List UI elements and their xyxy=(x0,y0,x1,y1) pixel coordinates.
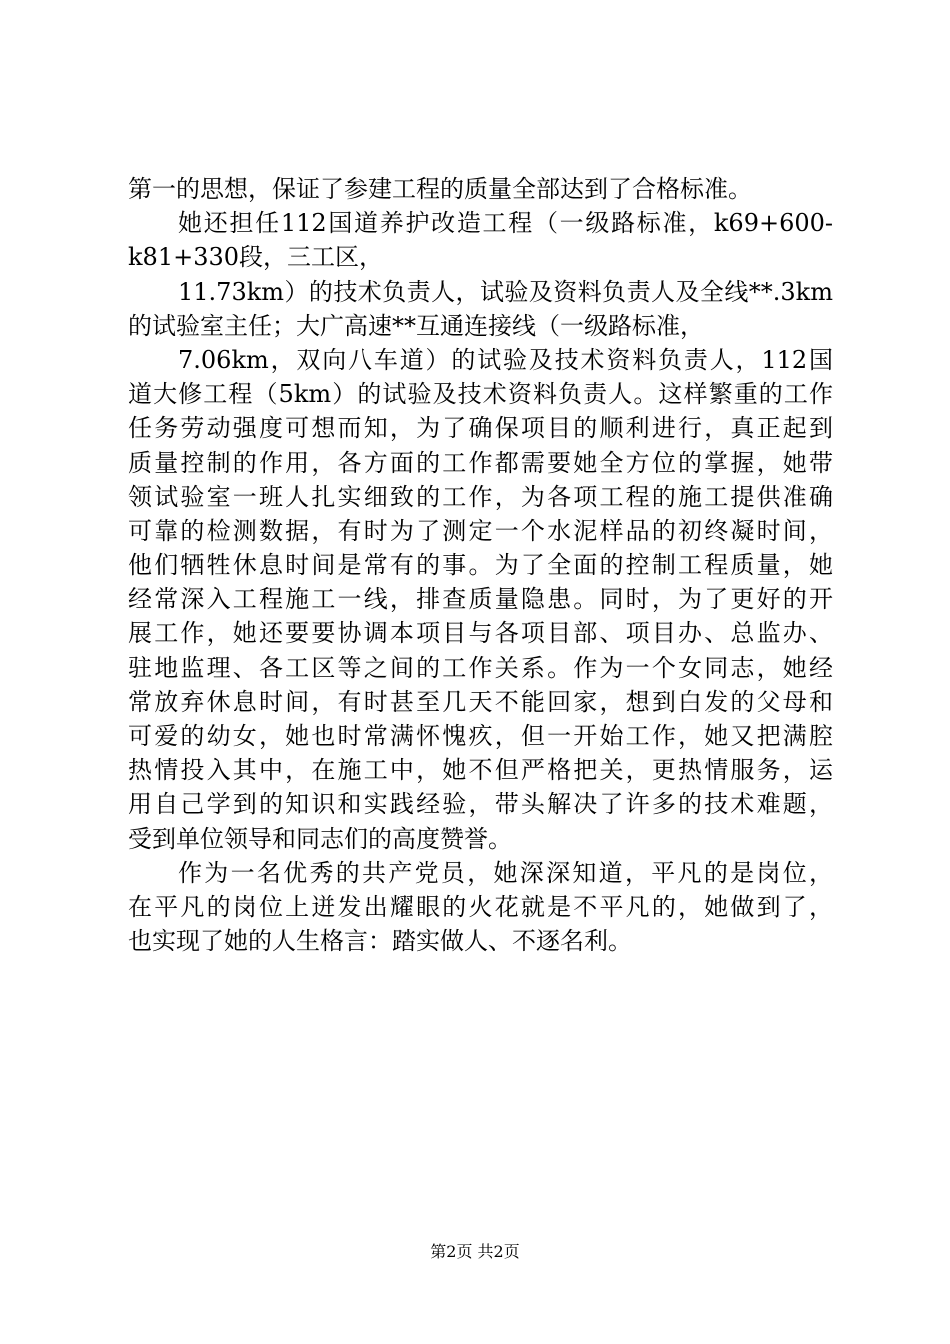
text-line: 11.73km）的技术负责人，试验及资料负责人及全线**.3km xyxy=(178,277,833,306)
text-line: 驻地监理、各工区等之间的工作关系。作为一个女同志，她经 xyxy=(128,653,833,682)
text-line: 他们牺牲休息时间是常有的事。为了全面的控制工程质量，她 xyxy=(128,551,833,580)
text-line: 热情投入其中，在施工中，她不但严格把关，更热情服务，运 xyxy=(128,756,833,785)
page-footer xyxy=(0,1242,950,1262)
text-line: k81+330段，三工区， xyxy=(128,243,383,272)
text-line: 用自己学到的知识和实践经验，带头解决了许多的技术难题， xyxy=(128,790,833,819)
text-line: 常放弃休息时间，有时甚至几天不能回家，想到白发的父母和 xyxy=(128,687,833,716)
text-line: 质量控制的作用，各方面的工作都需要她全方位的掌握，她带 xyxy=(128,448,833,477)
text-line: 作为一名优秀的共产党员，她深深知道，平凡的是岗位， xyxy=(178,858,833,887)
text-line: 也实现了她的人生格言：踏实做人、不逐名利。 xyxy=(128,927,632,956)
text-line: 第一的思想，保证了参建工程的质量全部达到了合格标准。 xyxy=(128,175,752,203)
document-body xyxy=(128,172,833,958)
text-line: 可爱的幼女，她也时常满怀愧疚，但一开始工作，她又把满腔 xyxy=(128,722,833,750)
page-indicator: 第2页 共2页 xyxy=(430,1242,520,1261)
text-line: 可靠的检测数据，有时为了测定一个水泥样品的初终凝时间， xyxy=(128,516,833,545)
text-line: 展工作，她还要要协调本项目与各项目部、项目办、总监办、 xyxy=(128,619,833,648)
text-line: 任务劳动强度可想而知，为了确保项目的顺利进行，真正起到 xyxy=(128,414,833,443)
text-line: 受到单位领导和同志们的高度赞誉。 xyxy=(128,824,512,853)
text-line: 经常深入工程施工一线，排查质量隐患。同时，为了更好的开 xyxy=(128,585,833,614)
text-line: 道大修工程（5km）的试验及技术资料负责人。这样繁重的工作 xyxy=(128,380,833,409)
text-line: 7.06km，双向八车道）的试验及技术资料负责人，112国 xyxy=(178,345,833,374)
text-line: 领试验室一班人扎实细致的工作，为各项工程的施工提供准确 xyxy=(128,482,833,511)
text-line: 的试验室主任；大广高速**互通连接线（一级路标准， xyxy=(128,311,704,340)
text-line: 在平凡的岗位上迸发出耀眼的火花就是不平凡的，她做到了， xyxy=(128,892,833,921)
text-line: 她还担任112国道养护改造工程（一级路标准，k69+600- xyxy=(178,209,833,238)
